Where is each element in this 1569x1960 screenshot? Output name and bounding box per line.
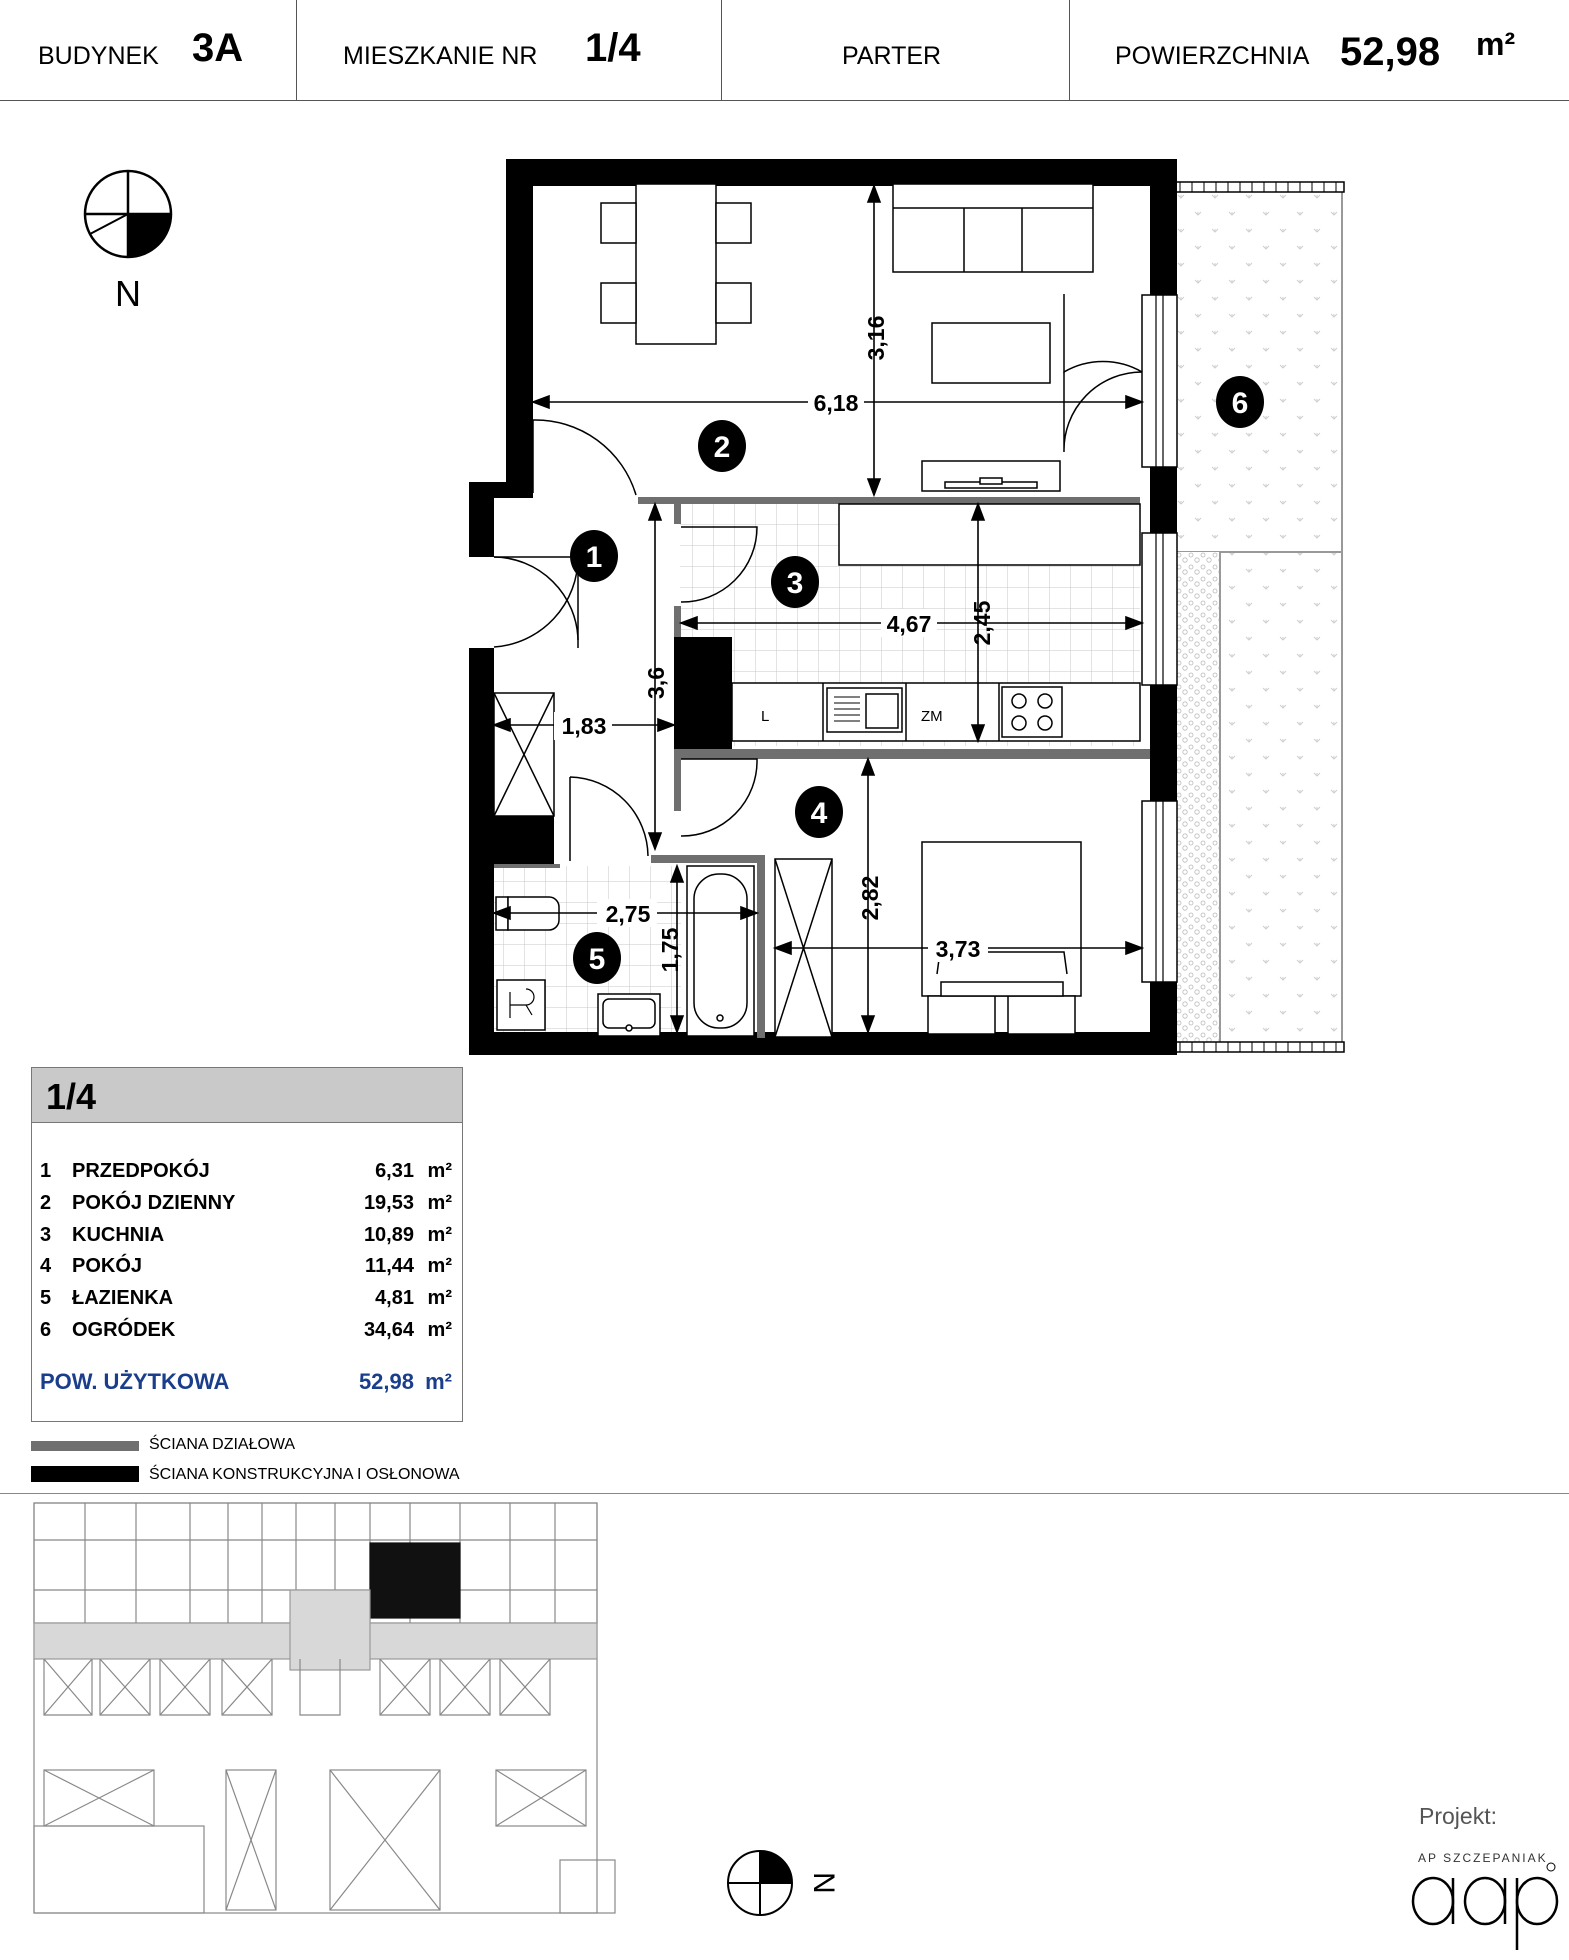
svg-text:6: 6: [1231, 387, 1249, 420]
partition-wall-swatch: [31, 1441, 139, 1451]
dim-living-depth: 3,16: [863, 315, 889, 361]
svg-text:3: 3: [786, 567, 804, 600]
apartment-label: MIESZKANIE NR: [343, 42, 538, 70]
compass-label: N: [115, 273, 141, 314]
compass-icon: [85, 171, 171, 257]
svg-text:4: 4: [810, 797, 828, 830]
room-badge-3: [771, 556, 819, 608]
dim-kitchen-depth: 2,45: [969, 600, 995, 646]
area-unit: m²: [1476, 26, 1516, 62]
room-badge-5: [573, 932, 621, 984]
svg-text:1: 1: [585, 541, 603, 574]
firm-logo-icon: [1413, 1863, 1557, 1950]
legend-row: 5 ŁAZIENKA 4,81 m²: [40, 1287, 452, 1309]
section-divider: [0, 1493, 1569, 1494]
building-label: BUDYNEK: [38, 42, 159, 70]
coffee-table-icon: [932, 323, 1050, 383]
legend-title-bar: [32, 1068, 462, 1123]
dim-hall-width: 1,83: [561, 713, 607, 739]
dim-bath-depth: 1,75: [657, 927, 683, 973]
structural-wall-swatch: [31, 1466, 139, 1482]
room-badge-6: [1216, 376, 1264, 428]
dim-hall-depth: 3,6: [643, 667, 669, 699]
area-legend: [31, 1067, 463, 1422]
sink-label: L: [761, 708, 770, 725]
area-label: POWIERZCHNIA: [1115, 42, 1310, 70]
fridge-label: ZM: [921, 708, 943, 725]
bathtub-icon: [687, 866, 754, 1036]
dim-bath-width: 2,75: [605, 901, 651, 927]
cooktop-icon: [1002, 687, 1062, 737]
building-value: 3A: [192, 26, 244, 70]
svg-text:2: 2: [713, 431, 731, 464]
garden-area: [1174, 182, 1344, 1052]
legend-row: 6 OGRÓDEK 34,64 m²: [40, 1319, 452, 1341]
room-badge-4: [795, 786, 843, 838]
apartment-value: 1/4: [585, 26, 641, 70]
legend-row: 4 POKÓJ 11,44 m²: [40, 1255, 452, 1277]
area-value: 52,98: [1340, 30, 1441, 74]
lower-compass-label: N: [807, 1872, 840, 1894]
legend-row: 1 PRZEDPOKÓJ 6,31 m²: [40, 1160, 452, 1182]
partition-wall-label: ŚCIANA DZIAŁOWA: [149, 1436, 296, 1453]
windows: [1142, 295, 1177, 982]
tv-cabinet-icon: [922, 461, 1060, 491]
dim-bedroom-width: 3,73: [935, 936, 981, 962]
floor-label: PARTER: [842, 42, 942, 70]
project-label: Projekt:: [1419, 1803, 1497, 1829]
legend-row: 2 POKÓJ DZIENNY 19,53 m²: [40, 1192, 452, 1214]
dining-table-icon: [601, 184, 751, 344]
dim-bedroom-depth: 2,82: [857, 875, 883, 921]
room-badge-1: [570, 530, 618, 582]
legend-row: 3 KUCHNIA 10,89 m²: [40, 1224, 452, 1246]
legend-total-row: POW. UŻYTKOWA 52,98 m²: [40, 1369, 452, 1394]
svg-text:5: 5: [588, 943, 606, 976]
dim-living-width: 6,18: [813, 390, 859, 416]
washing-machine-icon: [497, 980, 545, 1030]
firm-name: AP SZCZEPANIAK: [1418, 1851, 1548, 1865]
washbasin-icon: [598, 994, 660, 1036]
structural-wall-label: ŚCIANA KONSTRUKCYJNA I OSŁONOWA: [149, 1466, 460, 1483]
sofa-icon: [893, 184, 1093, 272]
legend-title: 1/4: [46, 1076, 97, 1117]
lower-compass-icon: [728, 1851, 792, 1915]
sink-icon: [827, 688, 902, 732]
dim-kitchen-width: 4,67: [886, 611, 932, 637]
building-key-plan: [34, 1503, 615, 1913]
hall-wardrobe-icon: [494, 693, 554, 816]
room-badge-2: [698, 420, 746, 472]
